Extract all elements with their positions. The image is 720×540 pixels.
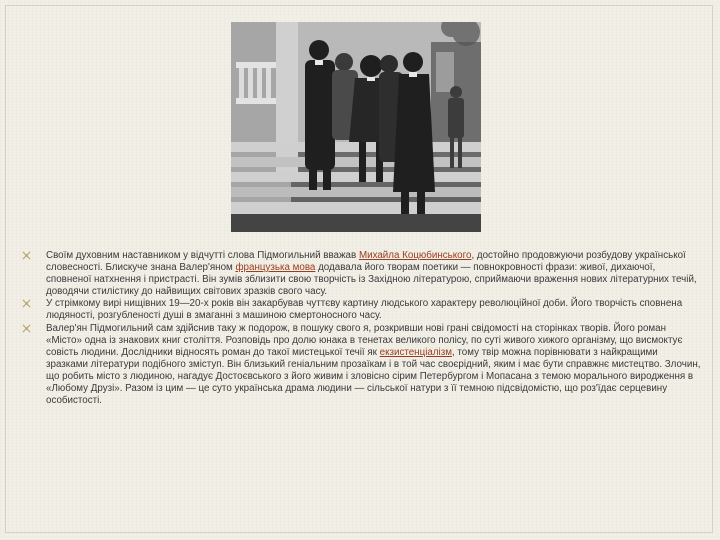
historical-group-photo (231, 22, 481, 232)
bullet-list (22, 250, 702, 407)
bullet-mark-icon (22, 299, 31, 308)
bullet-3-text-before: Валер'ян Підмогильний сам здійснив таку ж подорож, в пошуку свого я, розкривши нові грані свідомості на сторінках творів. Його роман «Місто» одна із знакових книг століття. Розповідь про долю юнака в тенетах великого полісу, по суті живого хижого організму, що висмоктує совість людини. Дослідники відносять роман до такої мистецької течії як (46, 322, 683, 358)
bullet-2-text: У стрімкому вирі нищівних 19—20-х років він закарбував чуттєву картину людського характеру революційної доби. Його творчість сповнена людяності, розгубленості душі в змаганні з машиною смертоносного часу. (46, 298, 683, 322)
link-french-language[interactable]: французька мова (235, 262, 316, 274)
bullet-1-text-after: , достойно продовжуючи розбудову української словесності. Блискуче знана Валер'яном (46, 250, 686, 274)
bullet-1-text-end: додавала його творам поетики — повнокровності фрази: живої, дихаючої, сповненої натхнення і пристрасті. Він зумів зблизити свою творчість із Західною літературою, сприймаючи враження нових літературних течій, доводячи стилістику до найвищих світових зразків свого часу. (46, 262, 697, 298)
bullet-1-text-before: Своїм духовним наставником у відчутті слова Підмогильний вважав (46, 250, 359, 261)
bullet-3-text-after: , тому твір можна порівнювати з найкращими зразками літератури подібного зміступ. Він близький геніальним прозаїкам і в той час своєрідний, яким і має бути справжнє мистецтво. Злочин, що робить місто з людиною, нагадує Достоєвського з його живим і зловісно сірим Петербургом і Мопасана з темою морального виродження в «Любому Друзі». Разом із цим — це суто українська драма людини — сільської натури з її темною підсвідомістю, що роз'їдає серцевину особистості. (46, 346, 701, 407)
bullet-mark-icon (22, 251, 31, 260)
photo-illustration (231, 22, 481, 232)
bullet-mark-icon (22, 324, 31, 333)
link-kotsiubynsky[interactable]: Михайла Коцюбинського (358, 250, 472, 261)
bullet-item-revolution (22, 298, 702, 322)
bullet-item-novel-city (22, 323, 702, 408)
bullet-item-mentor (22, 250, 702, 298)
link-existentialism[interactable]: екзистенціалізм (379, 346, 452, 358)
